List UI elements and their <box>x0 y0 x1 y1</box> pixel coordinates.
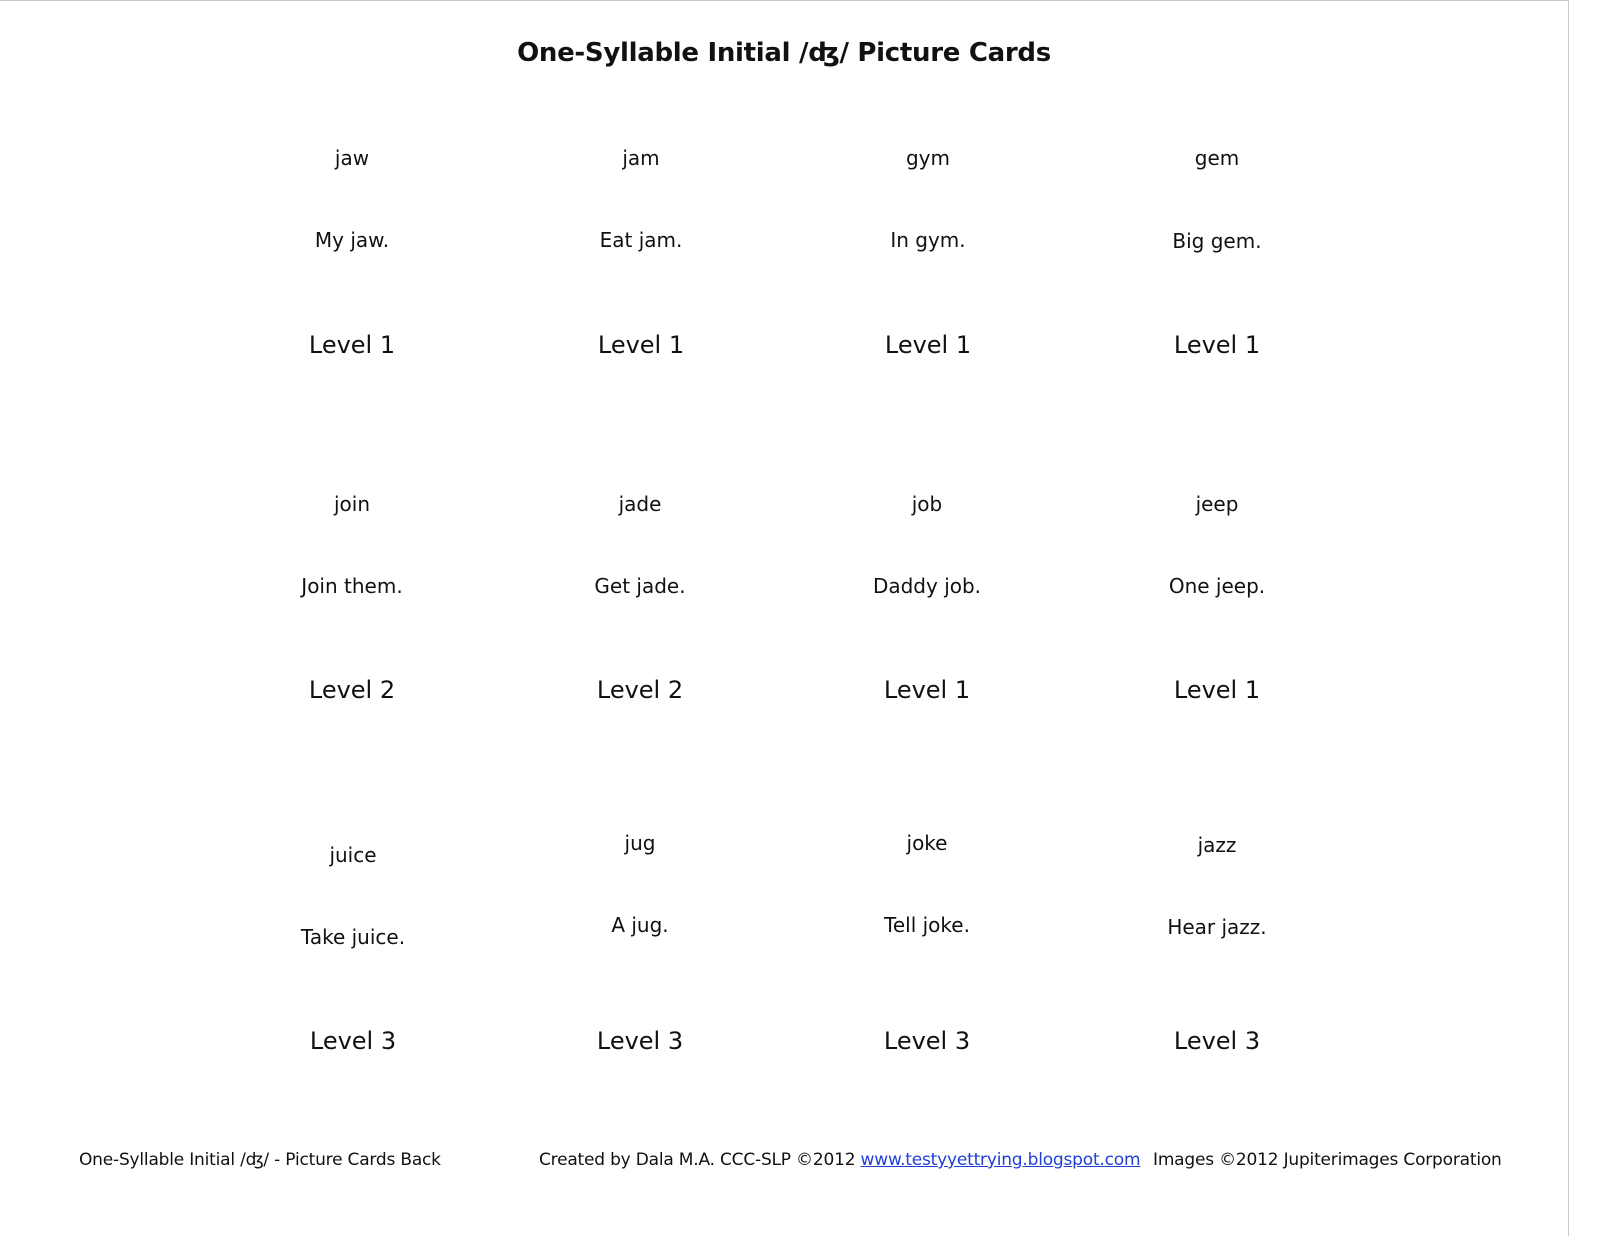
card-sentence: My jaw. <box>314 228 390 252</box>
card-sentence: Take juice. <box>300 925 406 949</box>
card-sentence: Daddy job. <box>872 574 982 598</box>
footer-document-label: One-Syllable Initial /ʤ/ - Picture Cards Back <box>79 1150 441 1170</box>
card-word: gem <box>1194 146 1240 170</box>
card-level: Level 1 <box>597 331 685 359</box>
card <box>808 146 1048 396</box>
card <box>1097 492 1337 742</box>
card-level: Level 1 <box>884 331 972 359</box>
card <box>521 146 761 396</box>
card-level: Level 3 <box>596 1027 684 1055</box>
card <box>1097 833 1337 1083</box>
footer-image-credit: Images ©2012 Jupiterimages Corporation <box>1153 1150 1502 1170</box>
card <box>520 492 760 742</box>
card-sentence: A jug. <box>611 913 669 937</box>
card-word: jaw <box>334 146 370 170</box>
card-level: Level 1 <box>1173 331 1261 359</box>
card-sentence: Get jade. <box>594 574 686 598</box>
card <box>807 831 1047 1081</box>
card-level: Level 2 <box>596 676 684 704</box>
card-level: Level 1 <box>308 331 396 359</box>
blog-link[interactable]: www.testyyettrying.blogspot.com <box>860 1150 1141 1170</box>
card <box>520 831 760 1081</box>
card-level: Level 3 <box>1173 1027 1261 1055</box>
card <box>233 843 473 1093</box>
card-word: jeep <box>1195 492 1239 516</box>
card <box>807 492 1047 742</box>
card-word: joke <box>906 831 948 855</box>
card-level: Level 1 <box>883 676 971 704</box>
card-sentence: One jeep. <box>1168 574 1266 598</box>
card <box>232 146 472 396</box>
card-word: jug <box>624 831 656 855</box>
card-word: join <box>333 492 371 516</box>
card-sentence: Eat jam. <box>599 228 683 252</box>
card-word: juice <box>329 843 377 867</box>
card-word: jade <box>618 492 662 516</box>
card-word: gym <box>905 146 950 170</box>
footer-credit <box>539 1150 1140 1170</box>
footer-credit-text: Created by Dala M.A. CCC-SLP ©2012 <box>539 1150 856 1170</box>
card-sentence: In gym. <box>890 228 966 252</box>
card-level: Level 3 <box>309 1027 397 1055</box>
card-word: job <box>911 492 943 516</box>
card-level: Level 3 <box>883 1027 971 1055</box>
card-sentence: Join them. <box>301 574 403 598</box>
card <box>1097 146 1337 396</box>
right-border-line <box>1568 0 1569 1236</box>
card-sentence: Hear jazz. <box>1167 915 1267 939</box>
card-level: Level 2 <box>308 676 396 704</box>
card-level: Level 1 <box>1173 676 1261 704</box>
card-sentence: Tell joke. <box>884 913 970 937</box>
card <box>232 492 472 742</box>
card-word: jazz <box>1197 833 1237 857</box>
card-word: jam <box>622 146 660 170</box>
card-sentence: Big gem. <box>1172 229 1262 253</box>
page-title: One-Syllable Initial /ʤ/ Picture Cards <box>517 38 1051 68</box>
